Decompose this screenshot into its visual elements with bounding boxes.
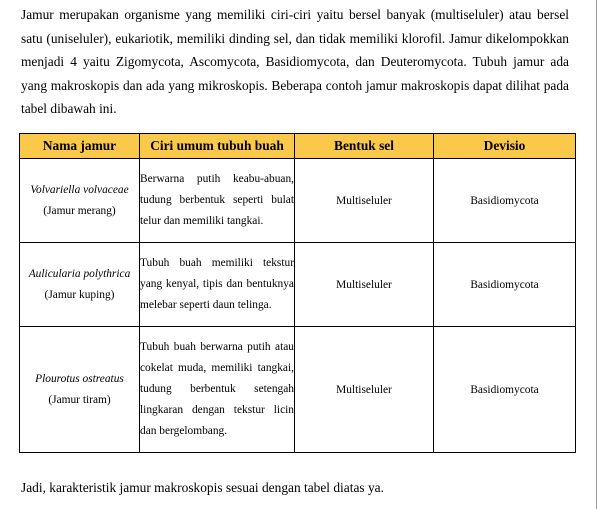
intro-paragraph: Jamur merupakan organisme yang memiliki ciri-ciri yaitu bersel banyak (multiseluler) atau bersel satu (uniseluler), eukariotik, memiliki dinding sel, dan tidak memiliki klorofil. Jamur dikelompokkan menjadi 4 yaitu Zigomycota, Ascomycota, Basidiomycota, dan Deuteromycota. Tubuh jamur ada yang makroskopis dan ada yang mikroskopis. Beberapa contoh jamur makroskopis dapat dilihat pada tabel dibawah ini. (21, 7, 569, 116)
description-cell: Tubuh buah memiliki tekstur yang kenyal, tipis dan bentuknya melebar seperti daun telinga. (140, 243, 295, 327)
cell-form-cell: Multiseluler (295, 327, 434, 453)
latin-name: Aulicularia polythrica (28, 267, 131, 280)
division-cell: Basidiomycota (434, 327, 576, 453)
division-cell: Basidiomycota (434, 159, 576, 243)
mushroom-table (19, 133, 576, 453)
header-ciri-umum: Ciri umum tubuh buah (140, 134, 295, 159)
name-cell (20, 243, 140, 327)
conclusion-text: Jadi, karakteristik jamur makroskopis sesuai dengan tabel diatas ya. (21, 480, 384, 495)
name-cell (20, 159, 140, 243)
common-name: (Jamur tiram) (48, 393, 111, 406)
common-name: (Jamur merang) (43, 204, 116, 217)
division-cell: Basidiomycota (434, 243, 576, 327)
header-nama-jamur: Nama jamur (20, 134, 140, 159)
table-row (20, 327, 576, 453)
description-cell: Tubuh buah berwarna putih atau cokelat muda, memiliki tangkai, tudung berbentuk setengah lingkaran dengan tekstur licin dan bergelombang. (140, 327, 295, 453)
name-cell (20, 327, 140, 453)
table-row (20, 159, 576, 243)
description-cell: Berwarna putih keabu-abuan, tudung berbentuk seperti bulat telur dan memiliki tangkai. (140, 159, 295, 243)
common-name: (Jamur kuping) (44, 288, 115, 301)
latin-name: Plourotus ostreatus (35, 372, 124, 385)
page-border (596, 0, 597, 509)
cell-form-cell: Multiseluler (295, 243, 434, 327)
table-row (20, 243, 576, 327)
header-devisio: Devisio (434, 134, 576, 159)
cell-form-cell: Multiseluler (295, 159, 434, 243)
latin-name: Volvariella volvaceae (30, 183, 129, 196)
header-bentuk-sel: Bentuk sel (295, 134, 434, 159)
table-header-row (20, 134, 576, 159)
